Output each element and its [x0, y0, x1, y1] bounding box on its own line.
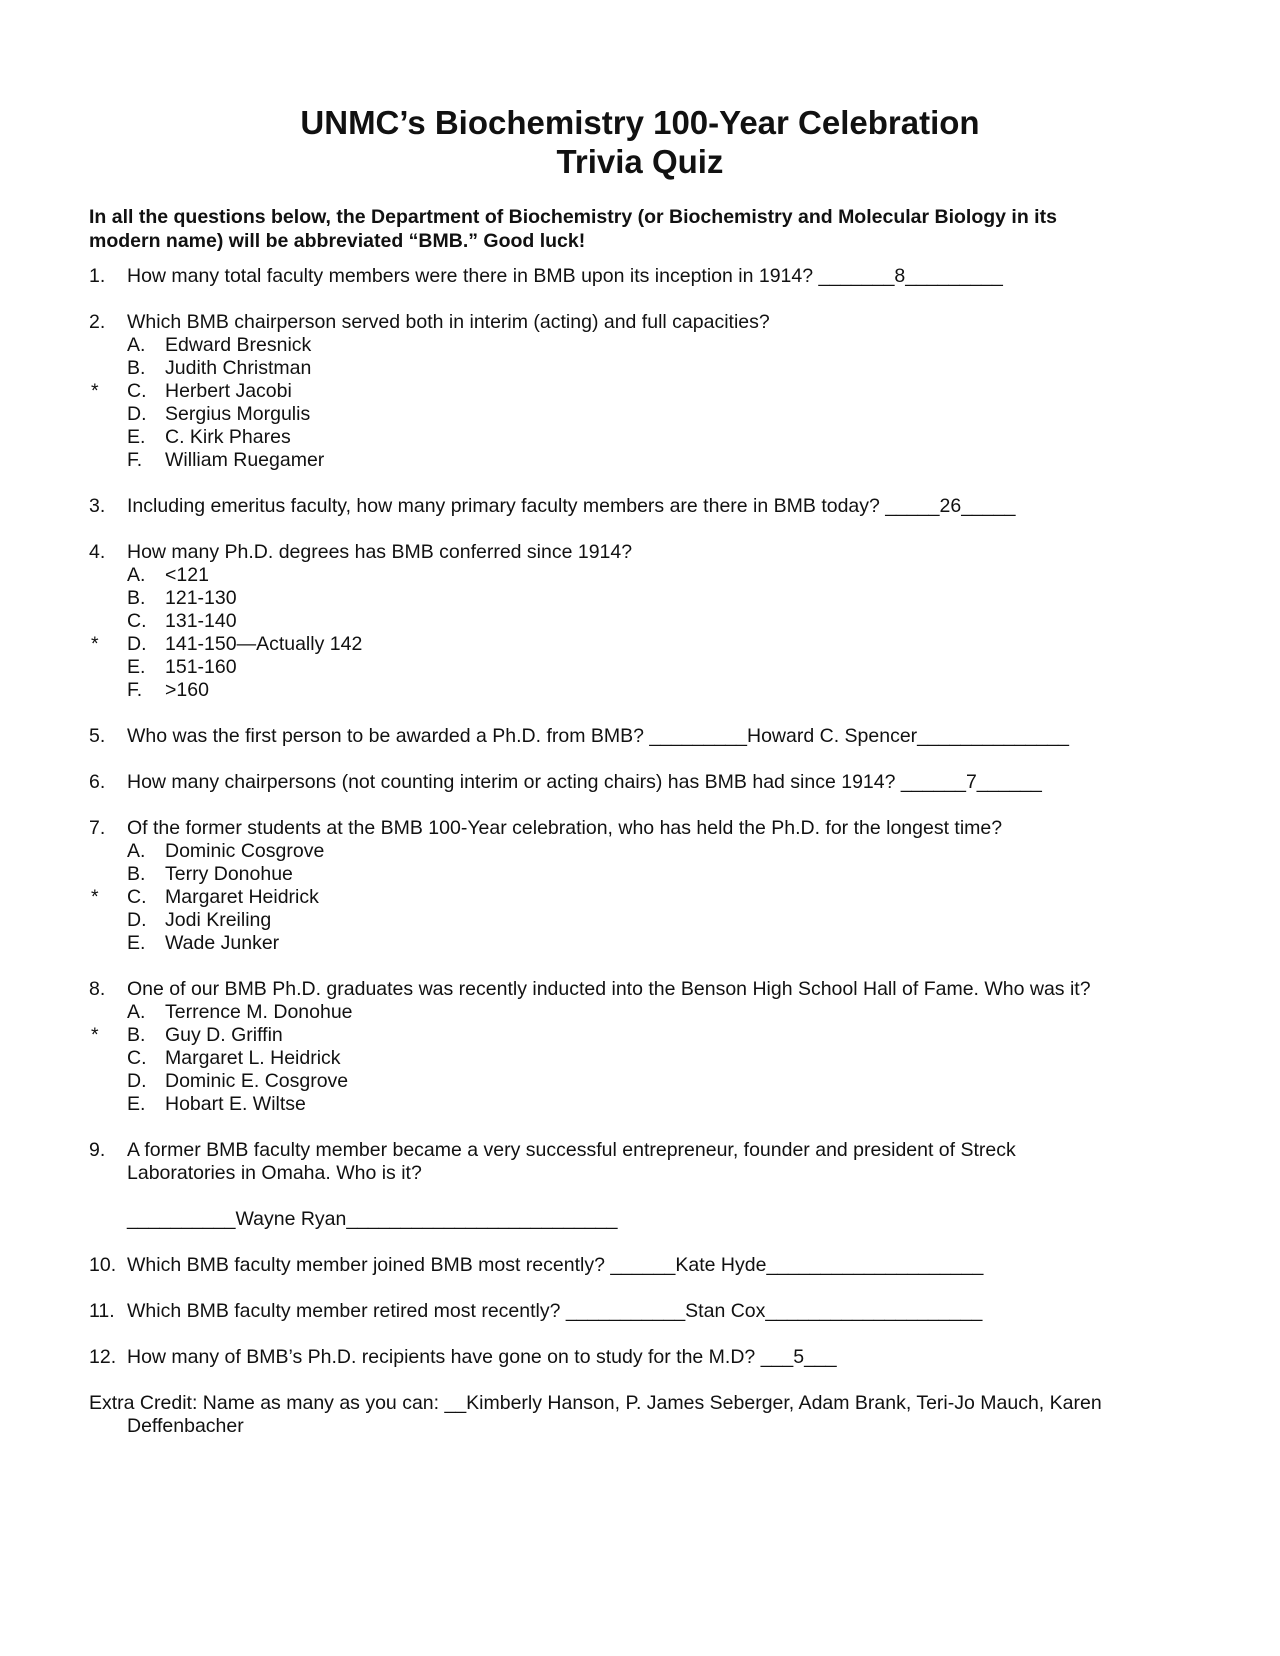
option-letter: C. [127, 380, 147, 402]
question-number: 11. [89, 1300, 115, 1322]
option-letter: E. [127, 426, 146, 448]
option-text: Edward Bresnick [165, 334, 312, 356]
extra-credit-text: Extra Credit: Name as many as you can: __Kimberly Hanson, P. James Seberger, Adam Brank, Teri-Jo Mauch, Karen [89, 1392, 1102, 1414]
option-letter: E. [127, 1093, 146, 1115]
option-text: 151-160 [165, 656, 237, 678]
extra-credit-text: Deffenbacher [127, 1415, 244, 1437]
option-letter: A. [127, 1001, 146, 1023]
option-text: Sergius Morgulis [165, 403, 311, 425]
question-text: How many chairpersons (not counting interim or acting chairs) has BMB had since 1914? ______7______ [127, 771, 1042, 793]
option-text: Herbert Jacobi [165, 380, 292, 402]
question-number: 1. [89, 265, 106, 287]
page-title: UNMC’s Biochemistry 100-Year Celebration [300, 104, 980, 141]
question-number: 9. [89, 1139, 106, 1161]
option-text: Judith Christman [165, 357, 312, 379]
question-text: Laboratories in Omaha. Who is it? [127, 1162, 422, 1184]
option-text: Wade Junker [165, 932, 280, 954]
option-letter: B. [127, 1024, 146, 1046]
option-text: C. Kirk Phares [165, 426, 291, 448]
option-text: 121-130 [165, 587, 237, 609]
option-text: Guy D. Griffin [165, 1024, 283, 1046]
option-text: >160 [165, 679, 209, 701]
option-text: Terrence M. Donohue [165, 1001, 353, 1023]
option-text: Margaret Heidrick [165, 886, 319, 908]
option-text: 141-150—Actually 142 [165, 633, 363, 655]
question-text: Of the former students at the BMB 100-Year celebration, who has held the Ph.D. for the longest time? [127, 817, 1003, 839]
question-number: 10. [89, 1254, 117, 1276]
question-text: Which BMB faculty member retired most recently? ___________Stan Cox____________________ [127, 1300, 983, 1322]
option-letter: A. [127, 334, 146, 356]
correct-answer-mark: * [91, 886, 99, 908]
option-letter: B. [127, 587, 146, 609]
question-text: One of our BMB Ph.D. graduates was recently inducted into the Benson High School Hall of Fame. Who was it? [127, 978, 1091, 1000]
question-text: Which BMB faculty member joined BMB most recently? ______Kate Hyde____________________ [127, 1254, 984, 1276]
page-subtitle: Trivia Quiz [556, 143, 724, 180]
question-number: 2. [89, 311, 106, 333]
option-letter: C. [127, 886, 147, 908]
option-letter: A. [127, 840, 146, 862]
option-letter: A. [127, 564, 146, 586]
option-text: Jodi Kreiling [165, 909, 272, 931]
option-text: Hobart E. Wiltse [165, 1093, 306, 1115]
question-number: 3. [89, 495, 106, 517]
question-number: 7. [89, 817, 106, 839]
correct-answer-mark: * [91, 1024, 99, 1046]
question-number: 5. [89, 725, 106, 747]
option-text: Dominic E. Cosgrove [165, 1070, 349, 1092]
correct-answer-mark: * [91, 380, 99, 402]
option-text: <121 [165, 564, 209, 586]
option-letter: B. [127, 357, 146, 379]
option-text: Margaret L. Heidrick [165, 1047, 341, 1069]
option-text: 131-140 [165, 610, 237, 632]
question-text: Including emeritus faculty, how many primary faculty members are there in BMB today? _____26_____ [127, 495, 1016, 517]
option-letter: C. [127, 610, 147, 632]
question-text: Who was the first person to be awarded a Ph.D. from BMB? _________Howard C. Spencer______________ [127, 725, 1069, 747]
intro-line: modern name) will be abbreviated “BMB.” Good luck! [89, 230, 586, 252]
option-letter: D. [127, 1070, 147, 1092]
option-letter: D. [127, 633, 147, 655]
option-letter: E. [127, 656, 146, 678]
option-letter: D. [127, 403, 147, 425]
option-letter: F. [127, 449, 143, 471]
option-letter: F. [127, 679, 143, 701]
question-text: How many of BMB’s Ph.D. recipients have gone on to study for the M.D? ___5___ [127, 1346, 837, 1368]
option-letter: B. [127, 863, 146, 885]
correct-answer-mark: * [91, 633, 99, 655]
answer-text: __________Wayne Ryan_________________________ [127, 1208, 618, 1230]
option-text: William Ruegamer [165, 449, 325, 471]
option-letter: D. [127, 909, 147, 931]
intro-line: In all the questions below, the Department of Biochemistry (or Biochemistry and Molecular Biology in its [89, 206, 1057, 228]
option-text: Dominic Cosgrove [165, 840, 325, 862]
question-number: 12. [89, 1346, 117, 1368]
option-letter: E. [127, 932, 146, 954]
option-letter: C. [127, 1047, 147, 1069]
question-number: 6. [89, 771, 106, 793]
question-text: Which BMB chairperson served both in interim (acting) and full capacities? [127, 311, 770, 333]
question-text: How many total faculty members were there in BMB upon its inception in 1914? _______8_________ [127, 265, 1003, 287]
question-text: A former BMB faculty member became a very successful entrepreneur, founder and president of Streck [127, 1139, 1016, 1161]
question-text: How many Ph.D. degrees has BMB conferred since 1914? [127, 541, 633, 563]
question-number: 4. [89, 541, 106, 563]
question-number: 8. [89, 978, 106, 1000]
intro-paragraph [89, 205, 1189, 253]
option-text: Terry Donohue [165, 863, 293, 885]
